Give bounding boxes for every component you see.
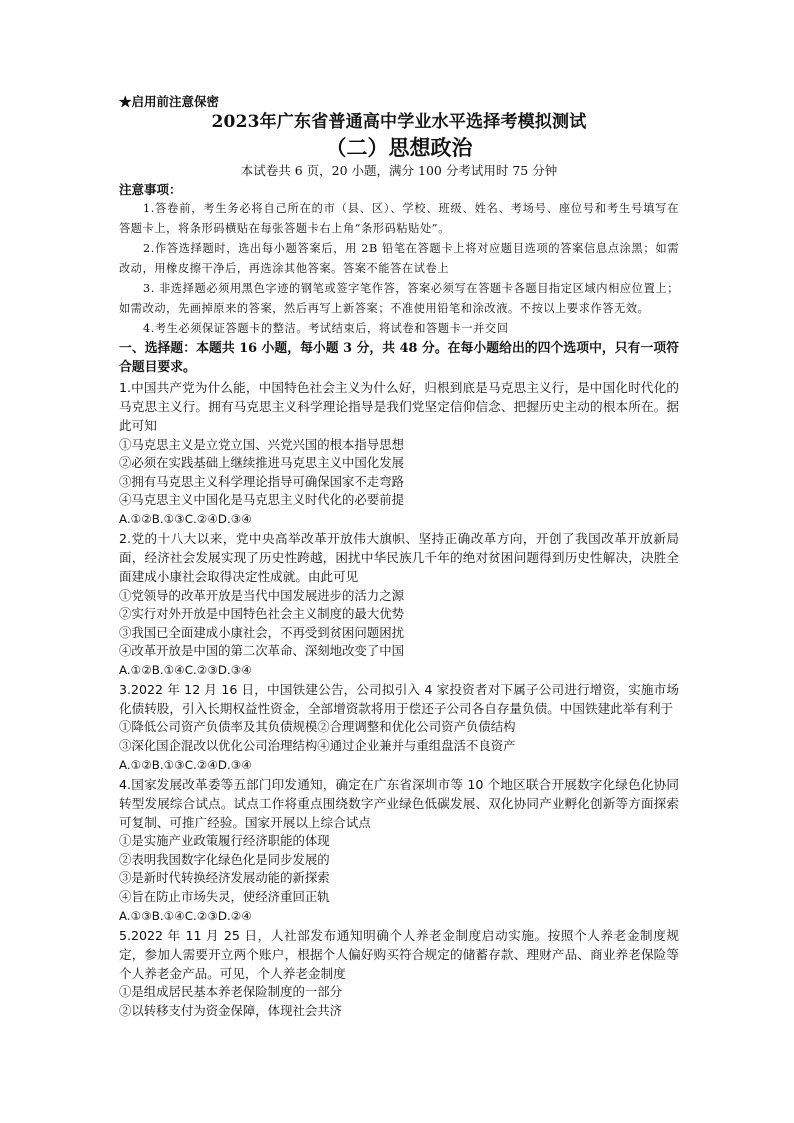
option-statement: ③我国已全面建成小康社会，不再受到贫困问题困扰 bbox=[119, 624, 404, 640]
option-statement: ②以转移支付为资金保障，体现社会共济 bbox=[119, 1002, 343, 1018]
question-stem: 3.2022 年 12 月 16 日，中国铁建公告，公司拟引入 4 家投资者对下属子公司进行增资，实施市场化债转股，引入长期权益性资金，全部增资款将用于偿还子公司各自存量负债。中国铁建此举有利于 bbox=[119, 681, 679, 717]
option-statement: ④旨在防止市场失灵，使经济重回正轨 bbox=[119, 888, 330, 904]
question-3 bbox=[119, 680, 679, 774]
answer-choices: A.①②B.①③C.②④D.③④ bbox=[119, 757, 252, 772]
question-5 bbox=[119, 926, 679, 1021]
option-statement: ①是实施产业政策履行经济职能的体现 bbox=[119, 833, 330, 849]
option-statement: ①降低公司资产负债率及其负债规模②合理调整和优化公司资产负债结构 bbox=[119, 719, 516, 735]
page-column bbox=[119, 93, 679, 1020]
question-stem: 4.国家发展改革委等五部门印发通知，确定在广东省深圳市等 10 个地区联合开展数字化绿色化协同转型发展综合试点。试点工作将重点围绕数字产业绿色低碳发展、双化协同产业孵化创新等方面探索可复制、可推广经验。国家开展以上综合试点 bbox=[119, 776, 679, 830]
exam-info: 本试卷共 6 页，20 小题，满分 100 分考试用时 75 分钟 bbox=[240, 163, 558, 178]
option-statement: ②实行对外开放是中国特色社会主义制度的最大优势 bbox=[119, 606, 404, 622]
option-statement: ①党领导的改革开放是当代中国发展进步的活力之源 bbox=[119, 587, 404, 603]
option-statement: ①是组成居民基本养老保险制度的一部分 bbox=[119, 984, 343, 1000]
option-statement: ②必须在实践基础上继续推进马克思主义中国化发展 bbox=[119, 455, 404, 471]
option-statement: ①马克思主义是立党立国、兴党兴国的根本指导思想 bbox=[119, 436, 404, 452]
option-statement: ②表明我国数字化绿色化是同步发展的 bbox=[119, 851, 330, 867]
question-4 bbox=[119, 775, 679, 925]
notice-item: 2.作答选择题时，选出每小题答案后，用 2B 铅笔在答题卡上将对应题目选项的答案信息点涂黑；如需改动，用橡皮擦干净后，再选涂其他答案。答案不能答在试卷上 bbox=[119, 242, 679, 275]
notice-item: 1.答卷前，考生务必将自己所在的市（县、区）、学校、班级、姓名、考场号、座位号和考生号填写在答题卡上，将条形码横贴在每张答题卡右上角“条形码粘贴处”。 bbox=[119, 202, 679, 235]
question-stem: 2.党的十八大以来，党中央高举改革开放伟大旗帜、坚持正确改革方向，开创了我国改革开放新局面，经济社会发展实现了历史性跨越，困扰中华民族几千年的绝对贫困问题得到历史性解决，决胜全面建成小康社会取得决定性成就。由此可见 bbox=[119, 530, 679, 585]
option-statement: ③深化国企混改以优化公司治理结构④通过企业兼并与重组盘活不良资产 bbox=[119, 737, 516, 753]
answer-choices: A.①②B.①④C.②③D.③④ bbox=[119, 662, 252, 677]
question-2 bbox=[119, 529, 679, 679]
exam-subject-title: （二）思想政治 bbox=[325, 135, 473, 160]
option-statement: ③拥有马克思主义科学理论指导可确保国家不走弯路 bbox=[119, 473, 404, 489]
question-1 bbox=[119, 378, 679, 528]
notice-item: 4.考生必须保证答题卡的整洁。考试结束后，将试卷和答题卡一并交回 bbox=[143, 322, 509, 335]
option-statement: ④马克思主义中国化是马克思主义时代化的必要前提 bbox=[119, 492, 404, 508]
exam-title: 2023年广东省普通高中学业水平选择考模拟测试 bbox=[211, 112, 587, 132]
confidential-label: ★启用前注意保密 bbox=[119, 94, 220, 109]
answer-choices: A.①②B.①③C.②④D.③④ bbox=[119, 511, 252, 526]
answer-choices: A.①③B.①④C.②③D.②④ bbox=[119, 908, 252, 923]
section-heading: 一、选择题：本题共 16 小题，每小题 3 分，共 48 分。在每小题给出的四个选项中，只有一项符合题目要求。 bbox=[119, 341, 679, 375]
option-statement: ④改革开放是中国的第二次革命、深刻地改变了中国 bbox=[119, 643, 404, 659]
notice-heading: 注意事项： bbox=[119, 182, 182, 197]
question-stem: 1.中国共产党为什么能，中国特色社会主义为什么好，归根到底是马克思主义行，是中国化时代化的马克思主义行。拥有马克思主义科学理论指导是我们党坚定信仰信念、把握历史主动的根本所在。据此可知 bbox=[119, 380, 679, 434]
option-statement: ③是新时代转换经济发展动能的新探索 bbox=[119, 870, 330, 886]
notice-item: 3. 非选择题必须用黑色字迹的钢笔或签字笔作答，答案必须写在答题卡各题目指定区域内相应位置上；如需改动，先画掉原来的答案，然后再写上新答案；不准使用铅笔和涂改液。不按以上要求作答无效。 bbox=[119, 282, 679, 315]
question-stem: 5.2022 年 11 月 25 日，人社部发布通知明确个人养老金制度启动实施。按照个人养老金制度规定，参加人需要开立两个账户，根据个人偏好购买符合规定的储蓄存款、理财产品、商业养老保险等个人养老金产品。可见，个人养老金制度 bbox=[119, 927, 679, 981]
